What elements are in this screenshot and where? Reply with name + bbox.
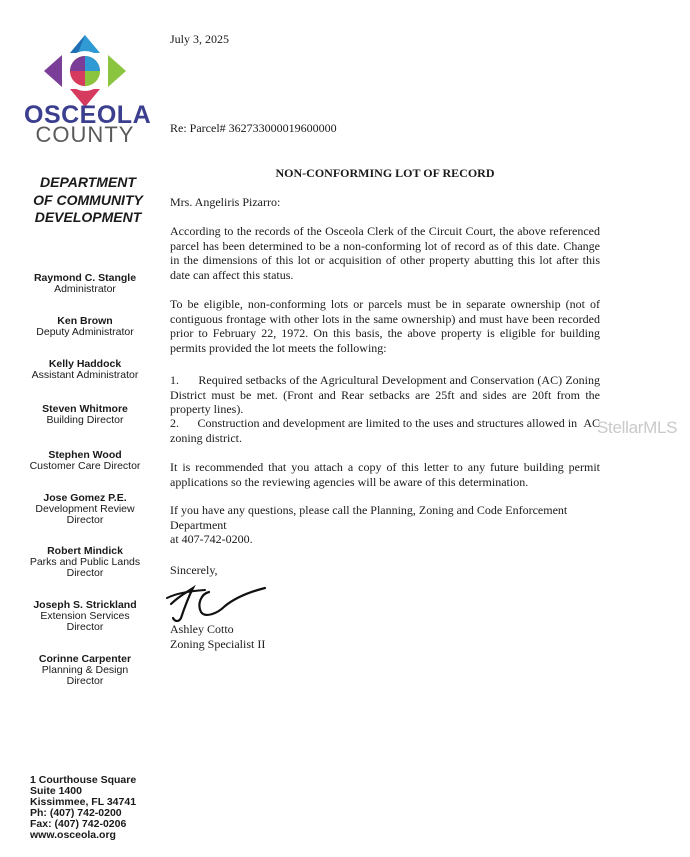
- staff-name: Stephen Wood: [48, 449, 122, 461]
- staff-name: Robert Mindick: [47, 545, 123, 557]
- staff-entry: [0, 273, 170, 295]
- letterhead-sidebar: [0, 0, 170, 857]
- signer-title: Zoning Specialist II: [170, 636, 266, 651]
- requirement-item: 2. Construction and development are limited to the uses and structures allowed in AC zoning district.: [170, 416, 600, 445]
- letter-paragraph: According to the records of the Osceola Clerk of the Circuit Court, the above referenced parcel has been determined to be a non-conforming lot of record as of this date. Change in the dimensions of this lot or acquisition of other property abutting this lot after this date can affect this status.: [170, 224, 600, 283]
- watermark: StellarMLS: [597, 418, 678, 437]
- logo-county: COUNTY: [35, 122, 135, 147]
- letter-re-line: Re: Parcel# 362733000019600000: [170, 121, 337, 135]
- staff-name: Kelly Haddock: [48, 358, 122, 370]
- staff-title: Deputy Administrator: [36, 326, 134, 338]
- staff-name: Corinne Carpenter: [38, 653, 132, 665]
- staff-title: Extension Services Director: [40, 610, 130, 633]
- staff-title: Parks and Public Lands Director: [29, 556, 141, 579]
- letter-subject: NON-CONFORMING LOT OF RECORD: [275, 166, 495, 180]
- staff-name: Joseph S. Strickland: [33, 599, 137, 611]
- department-title: DEPARTMENT OF COMMUNITY DEVELOPMENT: [33, 174, 143, 225]
- staff-name: Steven Whitmore: [42, 403, 128, 415]
- letter-salutation: Mrs. Angeliris Pizarro:: [170, 195, 281, 209]
- staff-name: Ken Brown: [57, 315, 113, 327]
- staff-entry: [0, 316, 170, 338]
- logo-name: OSCEOLA: [24, 101, 152, 129]
- staff-title: Administrator: [54, 283, 116, 295]
- letter-paragraph: To be eligible, non-conforming lots or parcels must be in separate ownership (not of contiguous frontage with other lots in the same ownership) and must have been recorded prior to February 22, 1972. On this basis, the above property is eligible for building permits provided the lot meets the following:: [170, 297, 600, 356]
- staff-entry: [0, 600, 170, 633]
- letter-closing: Sincerely,: [170, 563, 218, 577]
- handwritten-signature: [165, 582, 270, 624]
- staff-entry: [0, 654, 170, 687]
- office-address: 1 Courthouse Square Suite 1400 Kissimmee, FL 34741 Ph: (407) 742-0200 Fax: (407) 742-0206 www.osceola.org: [30, 774, 137, 841]
- staff-entry: [0, 546, 170, 579]
- staff-title: Building Director: [46, 414, 124, 426]
- staff-entry: [0, 359, 170, 381]
- staff-entry: [0, 404, 170, 426]
- staff-name: Raymond C. Stangle: [33, 272, 137, 284]
- signer-name: Ashley Cotto: [170, 622, 234, 636]
- staff-entry: [0, 450, 170, 472]
- letter-date: July 3, 2025: [170, 32, 230, 46]
- staff-title: Development Review Director: [35, 503, 135, 526]
- staff-title: Customer Care Director: [29, 460, 141, 472]
- letter-paragraph: It is recommended that you attach a copy of this letter to any future building permit applications so the reviewing agencies will be aware of this determination.: [170, 460, 600, 489]
- signer-block: [170, 622, 600, 651]
- staff-name: Jose Gomez P.E.: [43, 492, 127, 504]
- staff-title: Planning & Design Director: [41, 664, 129, 687]
- requirement-item: 1. Required setbacks of the Agricultural Development and Conservation (AC) Zoning District must be met. (Front and Rear setbacks are 25ft and sides are 20ft from the property lines).: [170, 373, 600, 417]
- letter-paragraph: If you have any questions, please call the Planning, Zoning and Code Enforcement Department at 407-742-0200.: [170, 503, 568, 547]
- staff-entry: [0, 493, 170, 526]
- osceola-county-logo-icon: [40, 33, 130, 108]
- staff-title: Assistant Administrator: [31, 369, 139, 381]
